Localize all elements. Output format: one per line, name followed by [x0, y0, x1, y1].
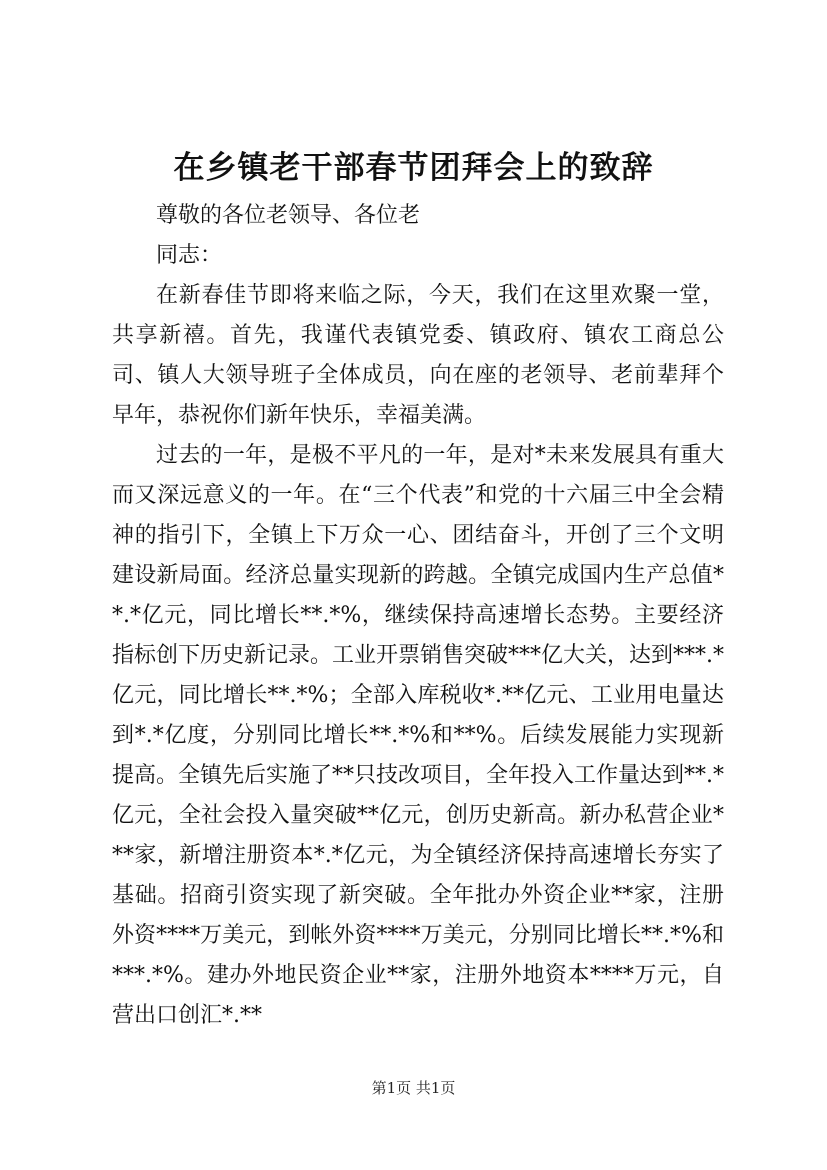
- paragraph-greeting: 在新春佳节即将来临之际，今天，我们在这里欢聚一堂，共享新禧。首先，我谨代表镇党委、镇政府、镇农工商总公司、镇人大领导班子全体成员，向在座的老领导、老前辈拜个早年，恭祝你们新年快乐，幸福美满。: [112, 283, 724, 428]
- document-title: 在乡镇老干部春节团拜会上的致辞: [173, 150, 654, 186]
- document-body: [112, 196, 724, 1036]
- salutation-line-2: 同志：: [156, 243, 223, 268]
- paragraph-review: 过去的一年，是极不平凡的一年，是对*未来发展具有重大而又深远意义的一年。在“三个代表”和党的十六届三中全会精神的指引下，全镇上下万众一心、团结奋斗，开创了三个文明建设新局面。经济总量实现新的跨越。全镇完成国内生产总值**.*亿元，同比增长**.*%，继续保持高速增长态势。主要经济指标创下历史新记录。工业开票销售突破***亿大关，达到***.*亿元，同比增长**.*%；全部入库税收*.**亿元、工业用电量达到*.*亿度，分别同比增长**.*%和**%。后续发展能力实现新提高。全镇先后实施了**只技改项目，全年投入工作量达到**.*亿元，全社会投入量突破**亿元，创历史新高。新办私营企业***家，新增注册资本*.*亿元，为全镇经济保持高速增长夯实了基础。招商引资实现了新突破。全年批办外资企业**家，注册外资****万美元，到帐外资****万美元，分别同比增长**.*%和***.*%。建办外地民资企业**家，注册外地资本****万元，自营出口创汇*.**: [112, 443, 724, 1028]
- salutation-line-1: 尊敬的各位老领导、各位老: [156, 203, 421, 228]
- page-number-footer: 第1页 共1页: [371, 1079, 456, 1097]
